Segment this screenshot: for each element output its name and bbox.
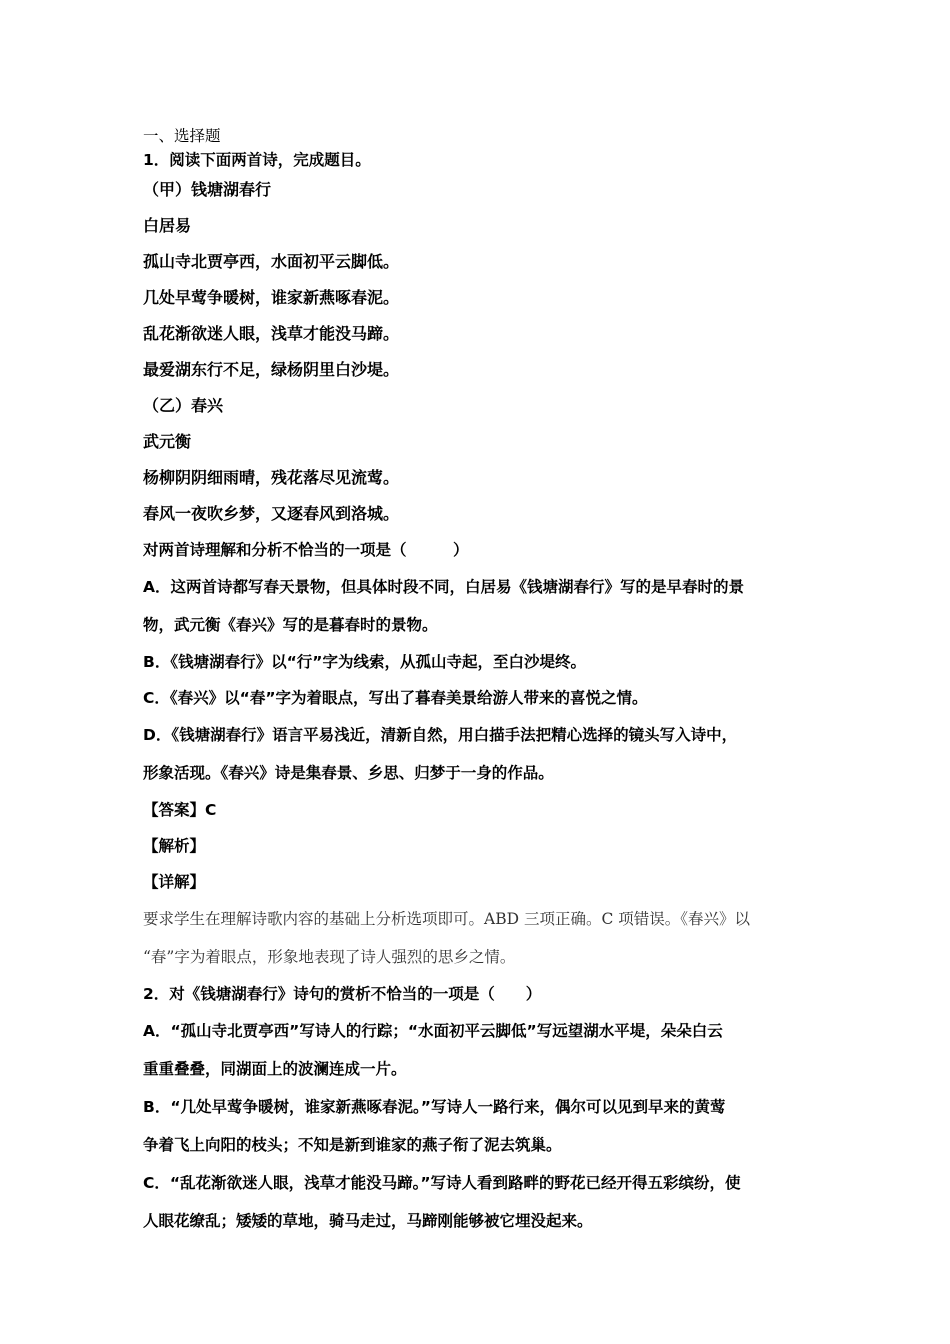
q1-answer: 【答案】C bbox=[143, 801, 217, 819]
q1-option-a-1: A．这两首诗都写春天景物，但具体时段不同，白居易《钱塘湖春行》写的是早春时的景 bbox=[143, 578, 744, 596]
section-heading: 一、选择题 bbox=[143, 127, 221, 145]
poem-b-author: 武元衡 bbox=[143, 432, 192, 451]
q1-detail-label: 【详解】 bbox=[143, 873, 206, 891]
q2-option-c-2: 人眼花缭乱；矮矮的草地，骑马走过，马蹄刚能够被它埋没起来。 bbox=[143, 1212, 593, 1230]
q2-option-a-2: 重重叠叠，同湖面上的波澜连成一片。 bbox=[143, 1060, 407, 1078]
q1-option-d-2: 形象活现。《春兴》诗是集春景、乡思、归梦于一身的作品。 bbox=[143, 764, 554, 782]
q2-stem: 2．对《钱塘湖春行》诗句的赏析不恰当的一项是（ ） bbox=[143, 985, 542, 1003]
poem-b-line-1: 杨柳阴阴细雨晴，残花落尽见流莺。 bbox=[143, 468, 400, 487]
q1-question: 对两首诗理解和分析不恰当的一项是（ ） bbox=[143, 541, 469, 559]
q1-option-a-2: 物，武元衡《春兴》写的是暮春时的景物。 bbox=[143, 616, 438, 634]
poem-a-line-4: 最爱湖东行不足，绿杨阴里白沙堤。 bbox=[143, 360, 400, 379]
q1-option-d-1: D．《钱塘湖春行》语言平易浅近，清新自然，用白描手法把精心选择的镜头写入诗中， bbox=[143, 726, 738, 744]
q1-explanation-2: “春”字为着眼点，形象地表现了诗人强烈的思乡之情。 bbox=[143, 948, 516, 966]
q1-stem: 1．阅读下面两首诗，完成题目。 bbox=[143, 151, 371, 169]
poem-a-author: 白居易 bbox=[143, 216, 192, 235]
q2-option-b-1: B．“几处早莺争暖树，谁家新燕啄春泥。”写诗人一路行来，偶尔可以见到早来的黄莺 bbox=[143, 1098, 726, 1116]
q1-option-b: B．《钱塘湖春行》以“行”字为线索，从孤山寺起，至白沙堤终。 bbox=[143, 653, 586, 671]
q1-option-c: C．《春兴》以“春”字为着眼点，写出了暮春美景给游人带来的喜悦之情。 bbox=[143, 689, 648, 707]
poem-b-title: （乙）春兴 bbox=[143, 396, 224, 415]
q2-option-b-2: 争着飞上向阳的枝头；不知是新到谁家的燕子衔了泥去筑巢。 bbox=[143, 1136, 562, 1154]
poem-a-line-3: 乱花渐欲迷人眼，浅草才能没马蹄。 bbox=[143, 324, 400, 343]
poem-b-line-2: 春风一夜吹乡梦，又逐春风到洛城。 bbox=[143, 504, 400, 523]
q2-option-c-1: C．“乱花渐欲迷人眼，浅草才能没马蹄。”写诗人看到路畔的野花已经开得五彩缤纷，使 bbox=[143, 1174, 741, 1192]
q2-option-a-1: A．“孤山寺北贾亭西”写诗人的行踪；“水面初平云脚低”写远望湖水平堤，朵朵白云 bbox=[143, 1022, 723, 1040]
q1-analysis-label: 【解析】 bbox=[143, 837, 206, 855]
poem-a-line-1: 孤山寺北贾亭西，水面初平云脚低。 bbox=[143, 252, 400, 271]
q1-explanation-1: 要求学生在理解诗歌内容的基础上分析选项即可。ABD 三项正确。C 项错误。《春兴》以 bbox=[143, 910, 750, 928]
poem-a-line-2: 几处早莺争暖树，谁家新燕啄春泥。 bbox=[143, 288, 400, 307]
poem-a-title: （甲）钱塘湖春行 bbox=[143, 180, 272, 199]
document-content bbox=[143, 124, 823, 1240]
